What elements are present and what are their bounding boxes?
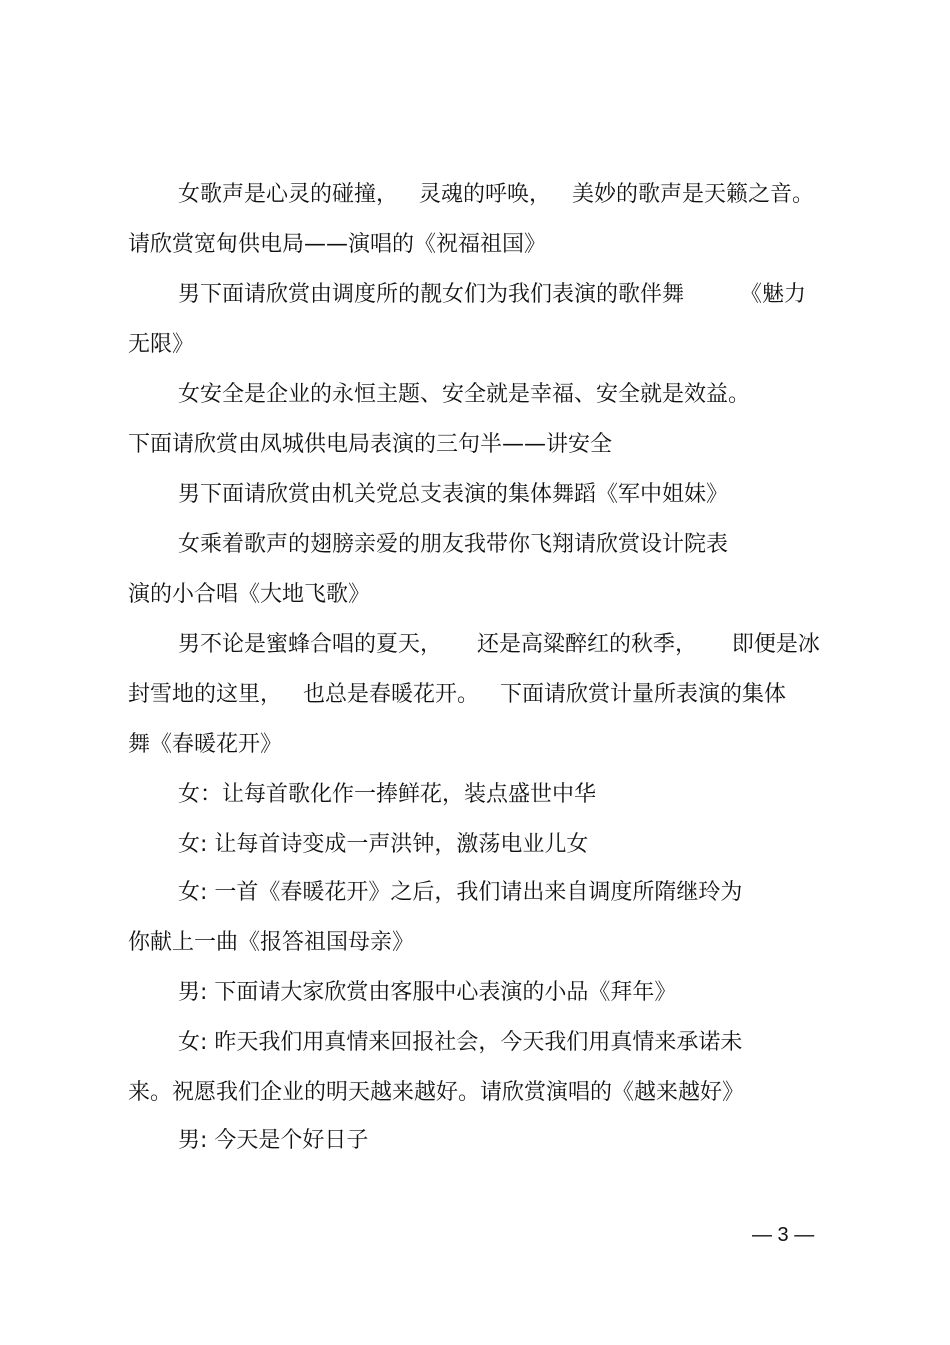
paragraph-line-18: 女: 昨天我们用真情来回报社会，今天我们用真情来承诺未 [178,1030,743,1055]
page-number: — 3 — [752,1224,815,1246]
paragraph-line-5: 女安全是企业的永恒主题、安全就是幸福、安全就是效益。 [178,382,751,407]
paragraph-line-3: 男下面请欣赏由调度所的靓女们为我们表演的歌伴舞 《魅力 [178,282,806,307]
paragraph-line-4: 无限》 [128,332,195,357]
paragraph-line-11: 封雪地的这里， 也总是春暖花开。 下面请欣赏计量所表演的集体 [128,682,786,707]
paragraph-line-10: 男不论是蜜蜂合唱的夏天， 还是高粱醉红的秋季， 即便是冰 [178,632,820,657]
paragraph-line-16: 你献上一曲《报答祖国母亲》 [128,930,415,955]
paragraph-line-7: 男下面请欣赏由机关党总支表演的集体舞蹈《军中姐妹》 [178,482,729,507]
paragraph-line-8: 女乘着歌声的翅膀亲爱的朋友我带你飞翔请欣赏设计院表 [178,532,729,557]
paragraph-line-20: 男: 今天是个好日子 [178,1128,369,1153]
paragraph-line-6: 下面请欣赏由凤城供电局表演的三句半——讲安全 [128,432,613,457]
paragraph-line-12: 舞《春暖花开》 [128,732,283,757]
paragraph-line-14: 女: 让每首诗变成一声洪钟，激荡电业儿女 [178,832,589,857]
paragraph-line-1: 女歌声是心灵的碰撞， 灵魂的呼唤， 美妙的歌声是天籁之音。 [178,182,814,207]
paragraph-line-9: 演的小合唱《大地飞歌》 [128,582,371,607]
paragraph-line-19: 来。祝愿我们企业的明天越来越好。请欣赏演唱的《越来越好》 [128,1080,745,1105]
paragraph-line-2: 请欣赏宽甸供电局——演唱的《祝福祖国》 [128,232,547,257]
paragraph-line-17: 男: 下面请大家欣赏由客服中心表演的小品《拜年》 [178,980,677,1005]
paragraph-line-13: 女：让每首歌化作一捧鲜花，装点盛世中华 [178,782,597,807]
paragraph-line-15: 女: 一首《春暖花开》之后，我们请出来自调度所隋继玲为 [178,880,743,905]
